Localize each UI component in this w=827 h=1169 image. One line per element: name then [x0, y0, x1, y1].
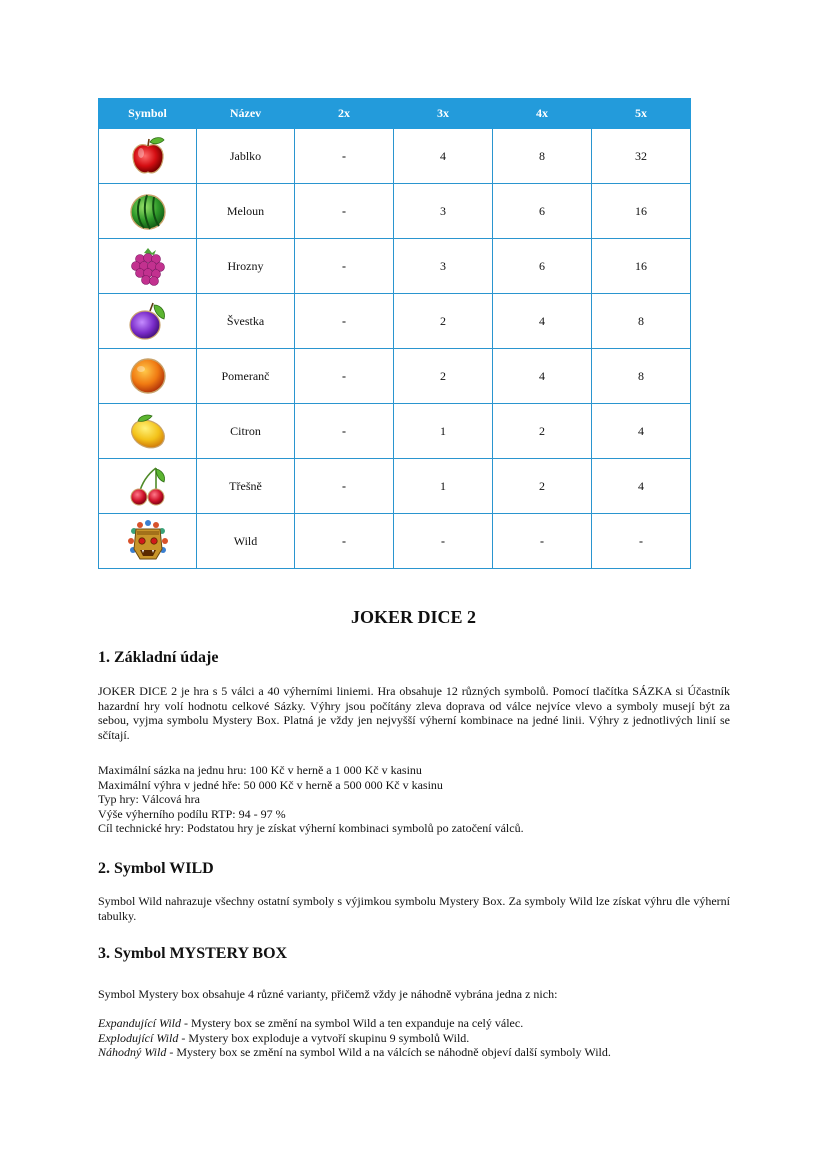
table-row: Meloun - 3 6 16 — [99, 184, 691, 239]
symbol-name: Jablko — [197, 129, 295, 184]
table-row: Wild - - - - — [99, 514, 691, 569]
table-row: Třešně - 1 2 4 — [99, 459, 691, 514]
watermelon-icon — [126, 189, 170, 233]
page-title: JOKER DICE 2 — [350, 607, 476, 627]
grapes-icon — [126, 244, 170, 288]
table-row: Švestka - 2 4 8 — [99, 294, 691, 349]
wild-mask-icon — [126, 519, 170, 563]
variant-item: Explodující Wild - Mystery box exploduje a vytvoří skupinu 9 symbolů Wild. — [98, 1030, 470, 1045]
symbol-name: Pomeranč — [197, 349, 295, 404]
header-name: Název — [197, 99, 295, 129]
section-heading-wild: 2. Symbol WILD — [98, 860, 214, 877]
section-heading-basic-info: 1. Základní údaje — [98, 649, 219, 666]
lemon-icon — [126, 409, 170, 453]
symbol-name: Hrozny — [197, 239, 295, 294]
header-5x: 5x — [592, 99, 691, 129]
plum-icon — [126, 299, 170, 343]
section-heading-mystery-box: 3. Symbol MYSTERY BOX — [98, 945, 288, 962]
table-row: Hrozny - 3 6 16 — [99, 239, 691, 294]
symbol-name: Třešně — [197, 459, 295, 514]
symbol-name: Švestka — [197, 294, 295, 349]
section1-intro: JOKER DICE 2 je hra s 5 válci a 40 výherními liniemi. Hra obsahuje 12 různých symbolů. Pomocí tlačítka SÁZKA si Účastník hazardní hry volí hodnotu celkové Sázky. Výhry jsou počítány zleva doprava od válce nejvíce vlevo a symboly musejí být za sebou, vyjma symbolu Mystery Box. Platná je vždy jen nejvyšší výherní kombinace na jedné linii. Výhry z jednotlivých linií se sčítají. — [98, 684, 730, 742]
symbol-name: Wild — [197, 514, 295, 569]
orange-icon — [126, 354, 170, 398]
variant-item: Náhodný Wild - Mystery box se změní na symbol Wild a na válcích se náhodně objeví další symboly Wild. — [98, 1045, 611, 1060]
table-row: Jablko - 4 8 32 — [99, 129, 691, 184]
table-row: Pomeranč - 2 4 8 — [99, 349, 691, 404]
symbol-name: Meloun — [197, 184, 295, 239]
variant-item: Expandující Wild - Mystery box se změní na symbol Wild a ten expanduje na celý válec. — [98, 1016, 524, 1030]
section1-facts — [98, 763, 730, 836]
symbol-name: Citron — [197, 404, 295, 459]
header-2x: 2x — [295, 99, 394, 129]
mystery-variants-list — [98, 1016, 730, 1060]
header-4x: 4x — [493, 99, 592, 129]
paytable-header-row — [99, 99, 691, 129]
fact-goal: Cíl technické hry: Podstatou hry je získat výherní kombinaci symbolů po zatočení válců. — [98, 821, 524, 836]
fact-max-bet: Maximální sázka na jednu hru: 100 Kč v herně a 1 000 Kč v kasinu — [98, 763, 422, 777]
table-row: Citron - 1 2 4 — [99, 404, 691, 459]
header-3x: 3x — [394, 99, 493, 129]
section2-text: Symbol Wild nahrazuje všechny ostatní symboly s výjimkou symbolu Mystery Box. Za symboly Wild lze získat výhru dle výherní tabulky. — [98, 894, 730, 923]
fact-max-win: Maximální výhra v jedné hře: 50 000 Kč v herně a 500 000 Kč v kasinu — [98, 777, 443, 792]
fact-rtp: Výše výherního podílu RTP: 94 - 97 % — [98, 806, 286, 821]
paytable — [98, 98, 691, 569]
section3-intro: Symbol Mystery box obsahuje 4 různé varianty, přičemž vždy je náhodně vybrána jedna z nich: — [98, 987, 558, 1001]
fact-game-type: Typ hry: Válcová hra — [98, 792, 200, 807]
apple-icon — [126, 134, 170, 178]
header-symbol: Symbol — [99, 99, 197, 129]
cherries-icon — [126, 464, 170, 508]
